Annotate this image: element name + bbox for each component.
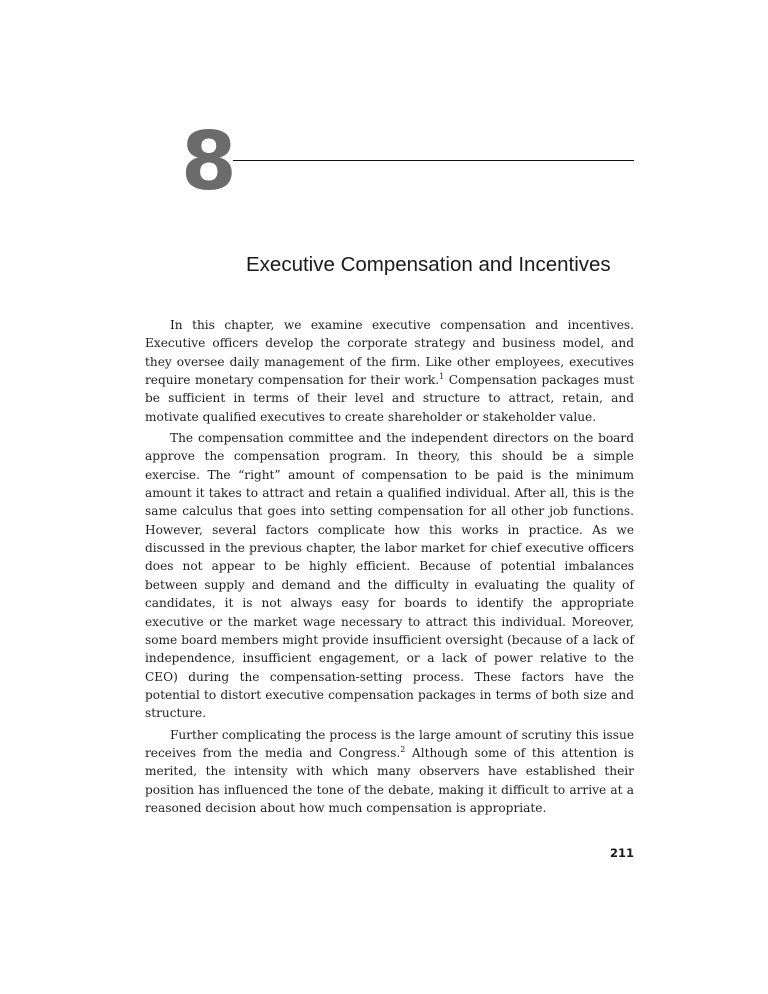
paragraph-3-text: Further complicating the process is the large amount of scrutiny this issue receives from the media and Congress. xyxy=(145,727,634,760)
chapter-heading-rule xyxy=(233,160,634,161)
paragraph-2 xyxy=(145,429,634,723)
paragraph-1-text-cont: Compensation packages must be sufficient in terms of their level and structure to attract, retain, and motivate qualified executives to create shareholder or stakeholder value. xyxy=(145,373,634,424)
paragraph-1 xyxy=(145,316,634,426)
chapter-body xyxy=(145,316,634,820)
paragraph-3-text-cont: Although some of this attention is merited, the intensity with which many observers have established their position has influenced the tone of the debate, making it difficult to arrive at a reasoned decision about how much compensation is appropriate. xyxy=(145,745,635,815)
footnote-ref-2: 2 xyxy=(400,744,406,754)
paragraph-1-text: In this chapter, we examine executive compensation and incentives. Executive officers develop the corporate strategy and business model, and they oversee daily management of the firm. Like other employees, executives require monetary compensation for their work. xyxy=(145,318,634,388)
chapter-title: Executive Compensation and Incentives xyxy=(246,253,611,276)
page-number: 211 xyxy=(609,846,634,860)
chapter-number: 8 xyxy=(181,115,236,208)
paragraph-2-text: The compensation committee and the independent directors on the board approve the compensation program. In theory, this should be a simple exercise. The “right” amount of compensation to be paid is the minimum amount it takes to attract and retain a qualified individual. After all, this is the same calculus that goes into setting compensation for all other job functions. However, several factors complicate how this works in practice. As we discussed in the previous chapter, the labor market for chief executive officers does not appear to be highly efficient. Because of potential imbalances between supply and demand and the difficulty in evaluating the quality of candidates, it is not always easy for boards to identify the appropriate executive or the market wage necessary to attract this individual. Moreover, some board members might provide insufficient oversight (because of a lack of independence, insufficient engagement, or a lack of power relative to the CEO) during the compensation-setting process. These factors have the potential to distort executive compensation packages in terms of both size and structure. xyxy=(145,431,634,721)
paragraph-3 xyxy=(145,726,634,818)
footnote-ref-1: 1 xyxy=(439,372,445,382)
